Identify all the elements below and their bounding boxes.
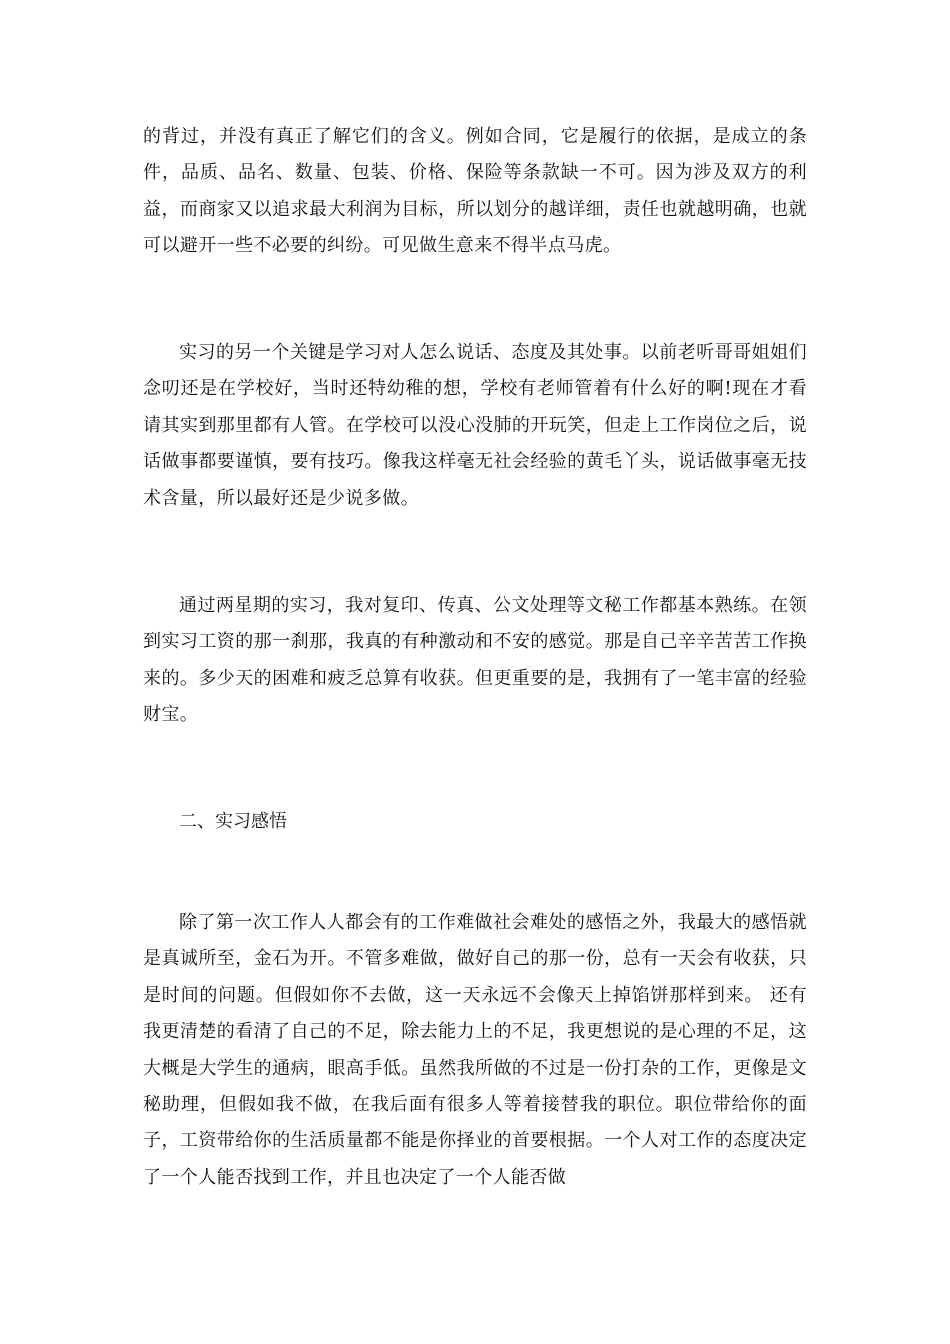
paragraph-communication: 实习的另一个关键是学习对人怎么说话、态度及其处事。以前老听哥哥姐姐们念叨还是在学校好，当时还特幼稚的想，学校有老师管着有什么好的啊!现在才看请其实到那里都有人管。在学校可以没心没肺的开玩笑，但走上工作岗位之后，说话做事都要谨慎，要有技巧。像我这样毫无社会经验的黄毛丫头，说话做事毫无技术含量，所以最好还是少说多做。 bbox=[143, 342, 807, 509]
paragraph-two-week-internship: 通过两星期的实习，我对复印、传真、公文处理等文秘工作都基本熟练。在领到实习工资的那一刹那，我真的有种激动和不安的感觉。那是自己辛辛苦苦工作换来的。多少天的困难和疲乏总算有收获。但更重要的是，我拥有了一笔丰富的经验财宝。 bbox=[143, 595, 807, 726]
paragraph-contract-terms: 的背过，并没有真正了解它们的含义。例如合同，它是履行的依据，是成立的条件，品质、品名、数量、包装、价格、保险等条款缺一不可。因为涉及双方的利益，而商家又以追求最大利润为目标，所以划分的越详细，责任也就越明确，也就可以避开一些不必要的纠纷。可见做生意来不得半点马虎。 bbox=[143, 126, 807, 257]
paragraph-insights: 除了第一次工作人人都会有的工作难做社会难处的感悟之外，我最大的感悟就是真诚所至，金石为开。不管多难做，做好自己的那一份，总有一天会有收获，只是时间的问题。但假如你不去做，这一天永远不会像天上掉馅饼那样到来。 还有我更清楚的看清了自己的不足，除去能力上的不足，我更想说的是心理的不足，这大概是大学生的通病，眼高手低。虽然我所做的不过是一份打杂的工作，更像是文秘助理，但假如我不做，在我后面有很多人等着接替我的职位。职位带给你的面子，工资带给你的生活质量都不能是你择业的首要根据。一个人对工作的态度决定了一个人能否找到工作，并且也决定了一个人能否做 bbox=[143, 912, 807, 1188]
section-heading-internship-insights: 二、实习感悟 bbox=[179, 811, 287, 832]
